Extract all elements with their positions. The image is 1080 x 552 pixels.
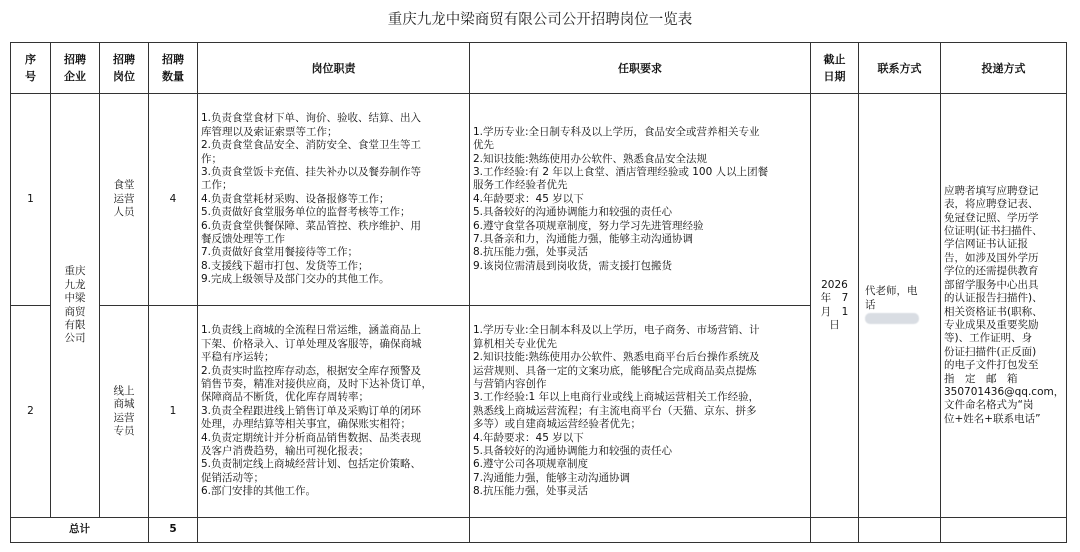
- empty-cell: [470, 518, 811, 543]
- table-row: [11, 94, 1067, 306]
- requirements-cell: 1.学历专业:全日制专科及以上学历，食品安全或营养相关专业 优先 2.知识技能:熟练使用办公软件、熟悉食品安全法规 3.工作经验:有 2 年以上食堂、酒店管理经验或 100 人以上团餐 服务工作经验者优先 4.年龄要求：45 岁以下 5.具备较好的沟通协调能力和较强的责任心 6.遵守食堂各项规章制度，努力学习先进管理经验 7.具备亲和力，沟通能力强，能够主动沟通协调 8.抗压能力强，处事灵活 9.该岗位需清晨到岗收货，需支援打包搬货: [470, 94, 811, 306]
- header-no: 序 号: [11, 43, 51, 94]
- recruitment-table: [10, 42, 1067, 543]
- duties-cell: 1.负责食堂食材下单、询价、验收、结算、出入 库管理以及索证索票等工作； 2.负责食堂食品安全、消防安全、食堂卫生等工 作； 3.负责食堂饭卡充值、挂失补办以及餐券制作等 工作； 4.负责食堂耗材采购、设备报修等工作； 5.负责做好食堂服务单位的监督考核等工作； 6.负责食堂供餐保障、菜品管控、秩序维护、用 餐反馈处理等工作 7.负责做好食堂用餐接待等工作； 8.支援线下超市打包、发货等工作； 9.完成上级领导及部门交办的其他工作。: [198, 94, 470, 306]
- redacted-phone: [865, 313, 919, 324]
- empty-cell: [859, 518, 941, 543]
- row-no: 2: [11, 306, 51, 518]
- empty-cell: [941, 518, 1067, 543]
- header-contact: 联系方式: [859, 43, 941, 94]
- contact-cell: [859, 94, 941, 518]
- header-duties: 岗位职责: [198, 43, 470, 94]
- count-cell: 4: [149, 94, 198, 306]
- row-no: 1: [11, 94, 51, 306]
- header-requirements: 任职要求: [470, 43, 811, 94]
- header-count: 招聘 数量: [149, 43, 198, 94]
- empty-cell: [198, 518, 470, 543]
- footer-row: [11, 518, 1067, 543]
- company-cell: 重庆 九龙 中梁 商贸 有限 公司: [51, 94, 100, 518]
- total-label: 总计: [11, 518, 149, 543]
- header-company: 招聘 企业: [51, 43, 100, 94]
- delivery-cell: 应聘者填写应聘登记 表，将应聘登记表、 免冠登记照、学历学 位证明(证书扫描件、 学信网证书认证报 告，如涉及国外学历 学位的还需提供教育 部留学服务中心出具 的认证报告扫描件)、 相关资格证书(职称、 专业成果及重要奖励 等)、工作证明、身 份证扫描件(正反面) 的电子文件打包发至 指 定 邮 箱 350701436@qq.com， 文件命名格式为“岗 位+姓名+联系电话”: [941, 94, 1067, 518]
- header-deadline: 截止 日期: [811, 43, 859, 94]
- position-cell: 食堂 运营 人员: [100, 94, 149, 306]
- position-cell: 线上 商城 运营 专员: [100, 306, 149, 518]
- count-cell: 1: [149, 306, 198, 518]
- duties-cell: 1.负责线上商城的全流程日常运维，涵盖商品上 下架、价格录入、订单处理及客服等，确保商城 平稳有序运转； 2.负责实时监控库存动态，根据安全库存预警及 销售节奏，精准对接供应商，及时下达补货订单， 保障商品不断货，优化库存周转率； 3.负责全程跟进线上销售订单及采购订单的闭环 处理，办理结算等相关事宜，确保账实相符； 4.负责定期统计并分析商品销售数据、品类表现 及客户消费趋势，输出可视化报表； 5.负责制定线上商城经营计划、包括定价策略、 促销活动等； 6.部门安排的其他工作。: [198, 306, 470, 518]
- document-title: 重庆九龙中梁商贸有限公司公开招聘岗位一览表: [387, 12, 693, 28]
- contact-line: 话: [865, 298, 876, 311]
- deadline-cell: 2026 年 7 月 1 日: [811, 94, 859, 518]
- total-count: 5: [149, 518, 198, 543]
- empty-cell: [811, 518, 859, 543]
- contact-line: 代老师，电: [865, 285, 918, 298]
- header-position: 招聘 岗位: [100, 43, 149, 94]
- header-row: [11, 43, 1067, 94]
- requirements-cell: 1.学历专业:全日制本科及以上学历，电子商务、市场营销、计 算机相关专业优先 2.知识技能:熟练使用办公软件、熟悉电商平台后台操作系统及 运营规则、具备一定的文案功底，能够配合完成商品卖点提炼 与营销内容创作 3.工作经验:1 年以上电商行业或线上商城运营相关工作经验， 熟悉线上商城运营流程；有主流电商平台（天猫、京东、拼多 多等）或自建商城运营经验者优先； 4.年龄要求：45 岁以下 5.具备较好的沟通协调能力和较强的责任心 6.遵守公司各项规章制度 7.沟通能力强，能够主动沟通协调 8.抗压能力强，处事灵活: [470, 306, 811, 518]
- header-delivery: 投递方式: [941, 43, 1067, 94]
